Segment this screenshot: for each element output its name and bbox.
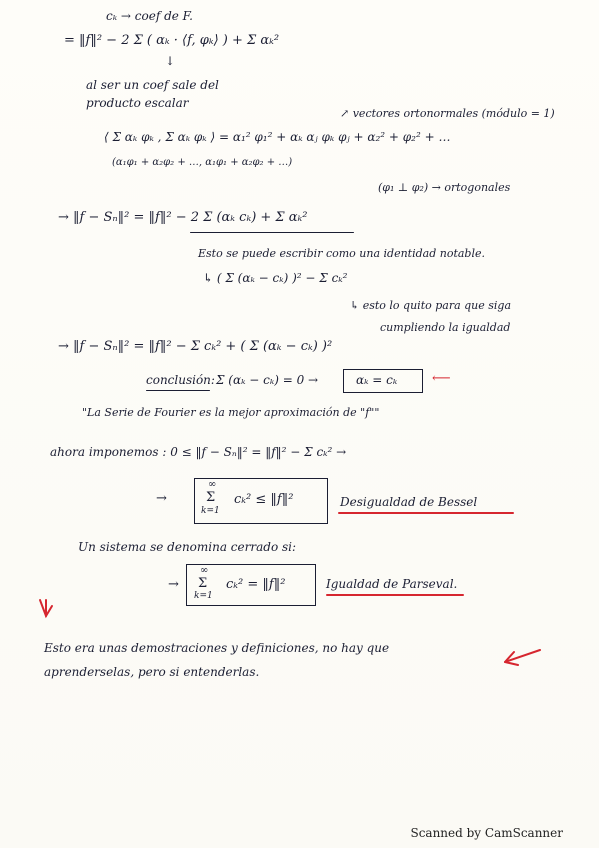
- arrow-right-icon: →: [168, 577, 179, 592]
- arrow-down-icon: ↓: [165, 54, 176, 68]
- scanner-watermark: Scanned by CamScanner: [410, 826, 563, 840]
- bessel-sum-lower: k=1: [201, 506, 220, 516]
- remove-note-2: cumpliendo la igualdad: [380, 321, 511, 334]
- orthonormal-note: ↗ vectores ortonormales (módulo = 1): [340, 107, 555, 120]
- arrow-right-icon: →: [156, 491, 167, 506]
- equation-line-1: = ‖f‖² − 2 Σ ( αₖ · ⟨f, φₖ⟩ ) + Σ αₖ²: [64, 33, 280, 48]
- note-line-2: al ser un coef sale del: [86, 78, 219, 92]
- fourier-statement: "La Serie de Fourier es la mejor aproximación de "f"": [82, 406, 380, 419]
- final-note-1: Esto era unas demostraciones y definiciones, no hay que: [44, 641, 390, 655]
- red-arrow-left-icon: ⟵: [432, 371, 451, 386]
- identity-note: Esto se puede escribir como una identidad notable.: [198, 247, 485, 260]
- conclusion-boxed-result: αₖ = cₖ: [356, 373, 398, 387]
- conclusion-equation: Σ (αₖ − cₖ) = 0 →: [216, 373, 319, 387]
- coef-note: cₖ → coef de F.: [106, 9, 193, 23]
- parseval-sum-upper: ∞: [200, 565, 209, 576]
- error-norm-line: → ‖f − Sₙ‖² = ‖f‖² − 2 Σ (αₖ cₖ) + Σ αₖ²: [58, 210, 308, 225]
- bessel-expression: cₖ² ≤ ‖f‖²: [234, 492, 294, 507]
- parseval-expression: cₖ² = ‖f‖²: [226, 577, 286, 592]
- closed-system-line: Un sistema se denomina cerrado si:: [78, 540, 297, 554]
- final-note-2: aprenderselas, pero si entenderlas.: [44, 665, 260, 679]
- bessel-sum-symbol: Σ: [206, 490, 216, 505]
- error-norm-line-2: → ‖f − Sₙ‖² = ‖f‖² − Σ cₖ² + ( Σ (αₖ − cₖ) )²: [58, 339, 333, 354]
- parseval-sum-lower: k=1: [194, 591, 213, 601]
- parseval-sum-symbol: Σ: [198, 576, 208, 591]
- identity-expression: ↳ ( Σ (αₖ − cₖ) )² − Σ cₖ²: [203, 271, 348, 285]
- remove-note-1: ↳ esto lo quito para que siga: [350, 299, 512, 312]
- inner-product-line: ⟨ Σ αₖ φₖ , Σ αₖ φₖ ⟩ = α₁² φ₁² + αₖ αⱼ φₖ φⱼ + α₂² + φ₂² + …: [104, 130, 451, 144]
- impose-line: ahora imponemos : 0 ≤ ‖f − Sₙ‖² = ‖f‖² − Σ cₖ² →: [50, 445, 347, 459]
- orthogonal-note: (φ₁ ⊥ φ₂) → ortogonales: [378, 181, 511, 194]
- bessel-sum-upper: ∞: [208, 479, 217, 490]
- parseval-label: Igualdad de Parseval.: [326, 577, 458, 591]
- expansion-line: (α₁φ₁ + α₂φ₂ + …, α₁φ₁ + α₂φ₂ + …): [112, 157, 293, 168]
- bessel-label: Desigualdad de Bessel: [340, 495, 478, 509]
- conclusion-label: conclusión:: [146, 373, 215, 387]
- note-line-3: producto escalar: [86, 96, 189, 110]
